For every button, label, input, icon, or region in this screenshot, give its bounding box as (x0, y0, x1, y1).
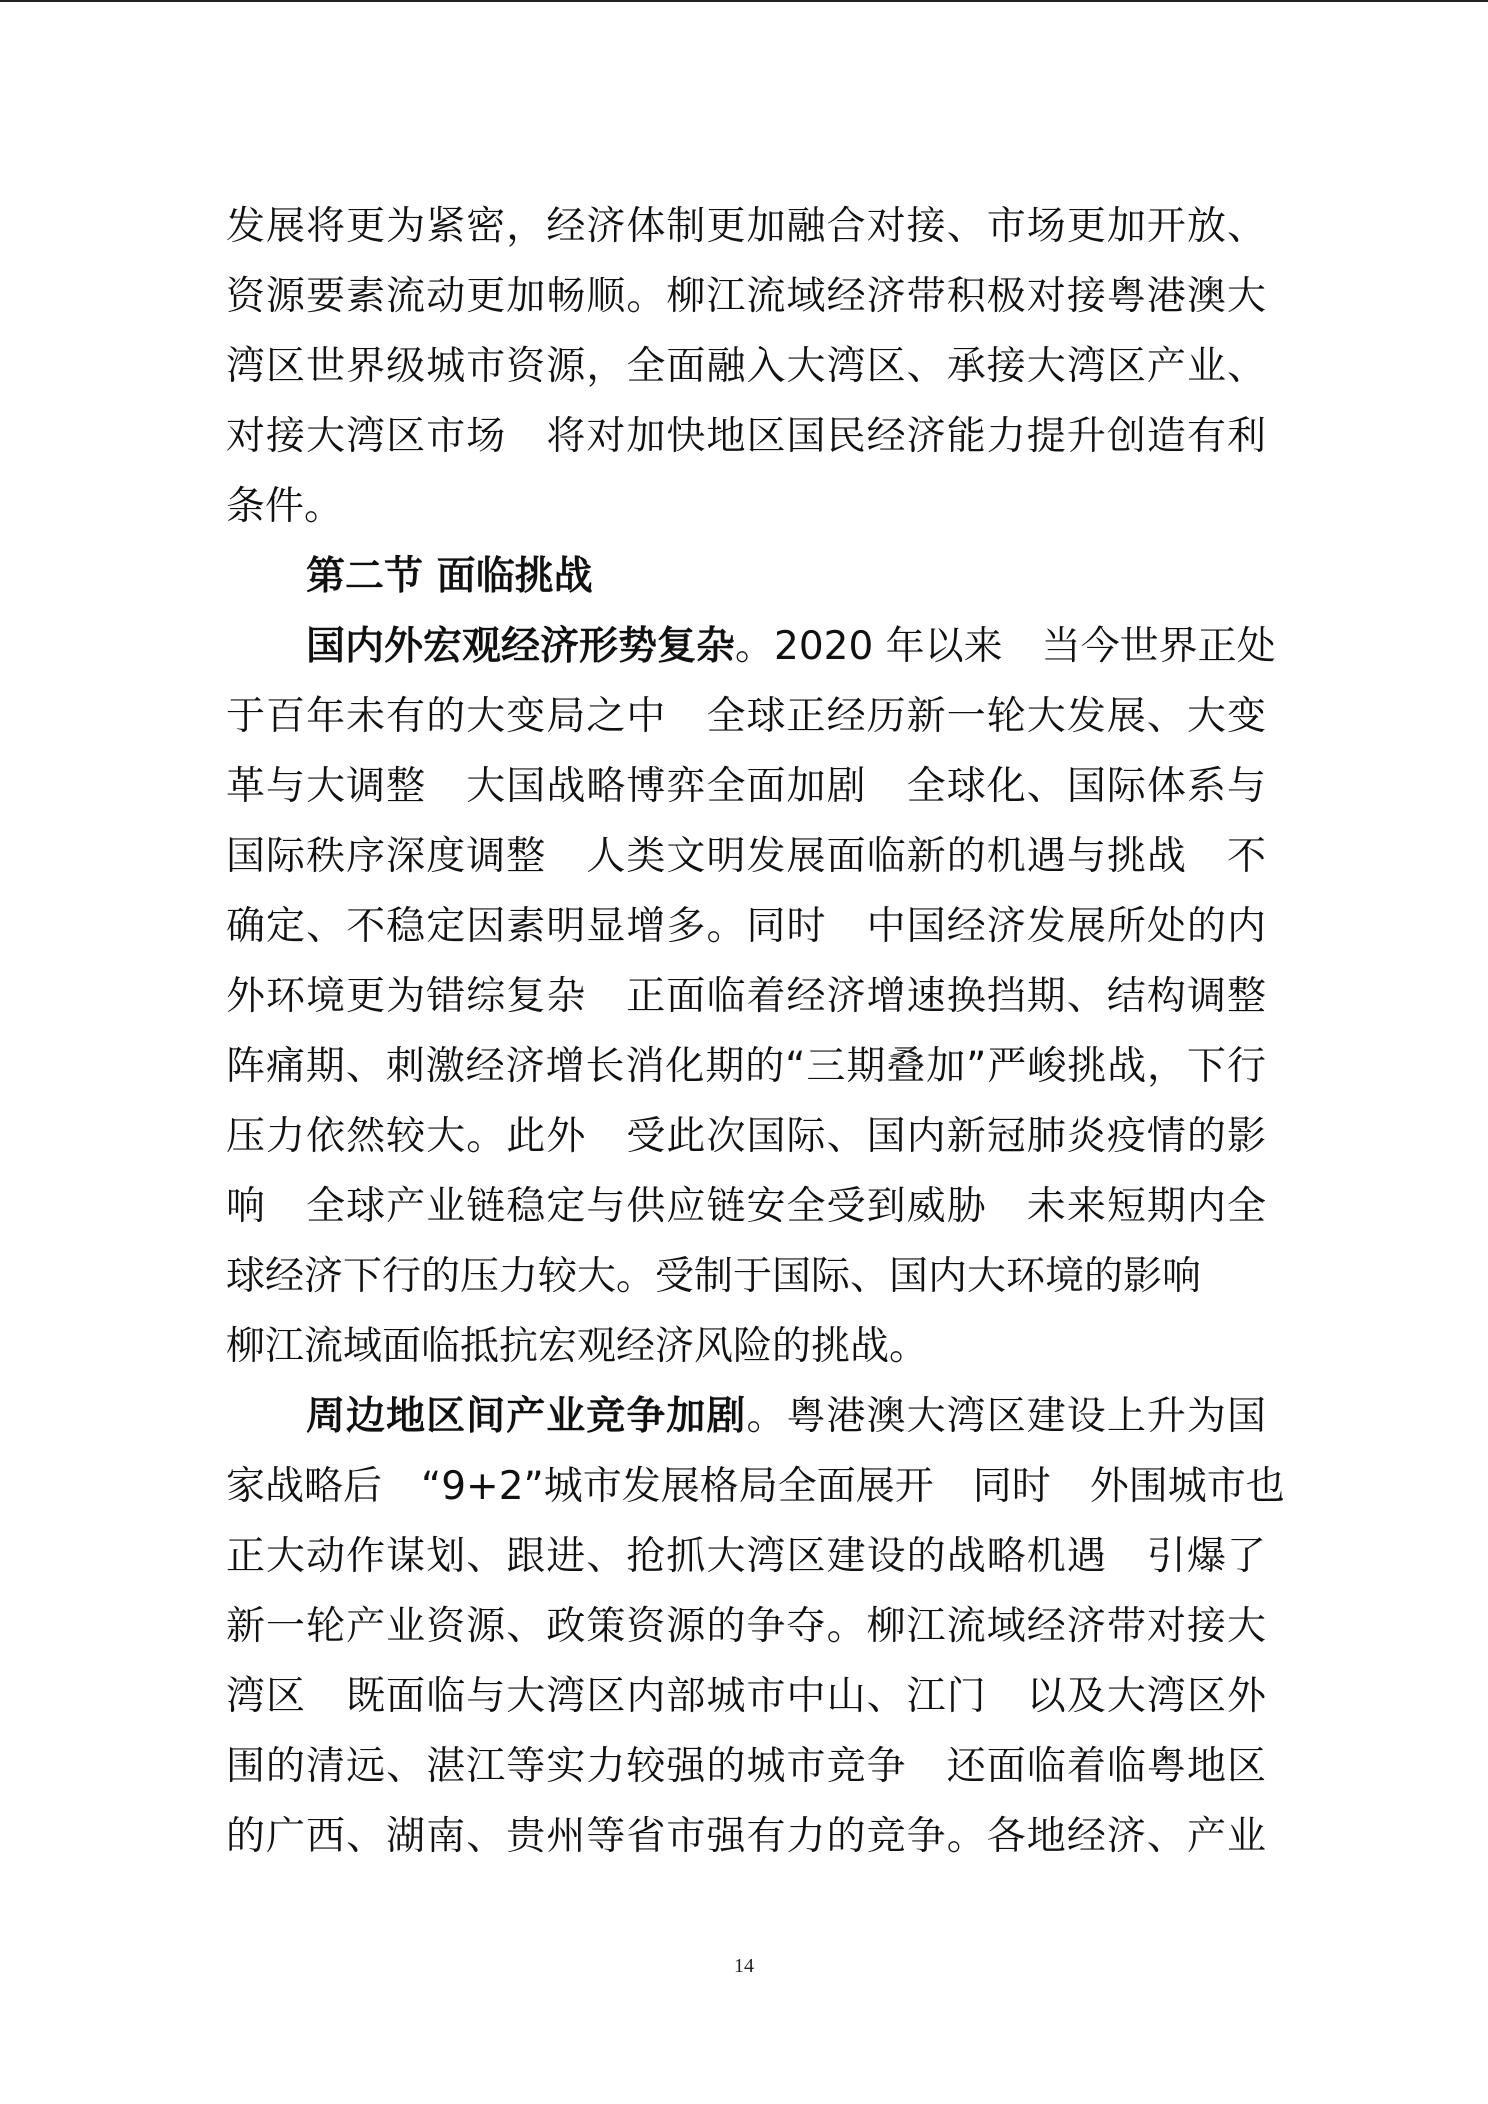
text-line: 发展将更为紧密，经济体制更加融合对接、市场更加开放、 (226, 204, 1266, 249)
paragraph-first-line (226, 1382, 1266, 1452)
paragraph-first-line-rest: 。粤港澳大湾区建设上升为国 (746, 1394, 1266, 1439)
text-line: 确定、不稳定因素明显增多。同时 中国经济发展所处的内 (226, 904, 1266, 949)
paragraph-macro-economy (226, 612, 1276, 1382)
text-line: 革与大调整 大国战略博弈全面加剧 全球化、国际体系与 (226, 764, 1266, 809)
text-line: 湾区世界级城市资源，全面融入大湾区、承接大湾区产业、 (226, 344, 1266, 389)
text-line: 资源要素流动更加畅顺。柳江流域经济带积极对接粤港澳大 (226, 274, 1266, 319)
text-line: 压力依然较大。此外 受此次国际、国内新冠肺炎疫情的影 (226, 1114, 1266, 1159)
page-top-border (0, 0, 1488, 2)
paragraph-first-line-rest: 。2020 年以来 当今世界正处 (735, 624, 1276, 669)
text-line: 新一轮产业资源、政策资源的争夺。柳江流域经济带对接大 (226, 1604, 1266, 1649)
paragraph-first-line (226, 612, 1276, 682)
text-line: 对接大湾区市场 将对加快地区国民经济能力提升创造有利 (226, 414, 1266, 459)
intro-paragraph (226, 192, 1266, 542)
text-line: 柳江流域面临抵抗宏观经济风险的挑战。 (226, 1324, 929, 1369)
text-line: 阵痛期、刺激经济增长消化期的“三期叠加”严峻挑战，下行 (226, 1044, 1266, 1089)
text-line: 于百年未有的大变局之中 全球正经历新一轮大发展、大变 (226, 694, 1266, 739)
text-line: 国际秩序深度调整 人类文明发展面临新的机遇与挑战 不 (226, 834, 1266, 879)
paragraph-regional-competition (226, 1382, 1285, 1872)
text-line: 外环境更为错综复杂 正面临着经济增速换挡期、结构调整 (226, 974, 1266, 1019)
paragraph-lead: 国内外宏观经济形势复杂 (306, 624, 736, 669)
text-line: 家战略后 “9+2”城市发展格局全面展开 同时 外围城市也 (226, 1464, 1285, 1509)
text-line: 正大动作谋划、跟进、抢抓大湾区建设的战略机遇 引爆了 (226, 1534, 1266, 1579)
text-line: 响 全球产业链稳定与供应链安全受到威胁 未来短期内全 (226, 1184, 1266, 1229)
document-page (226, 192, 1285, 1872)
paragraph-lead: 周边地区间产业竞争加剧 (306, 1394, 747, 1439)
text-line: 球经济下行的压力较大。受制于国际、国内大环境的影响 (226, 1254, 1202, 1299)
page-number: 14 (734, 1955, 754, 1977)
section-heading: 第二节 面临挑战 (306, 554, 593, 599)
text-line: 的广西、湖南、贵州等省市强有力的竞争。各地经济、产业 (226, 1814, 1266, 1859)
text-line: 围的清远、湛江等实力较强的城市竞争 还面临着临粤地区 (226, 1744, 1266, 1789)
text-line: 条件。 (226, 484, 344, 529)
text-line: 湾区 既面临与大湾区内部城市中山、江门 以及大湾区外 (226, 1674, 1266, 1719)
